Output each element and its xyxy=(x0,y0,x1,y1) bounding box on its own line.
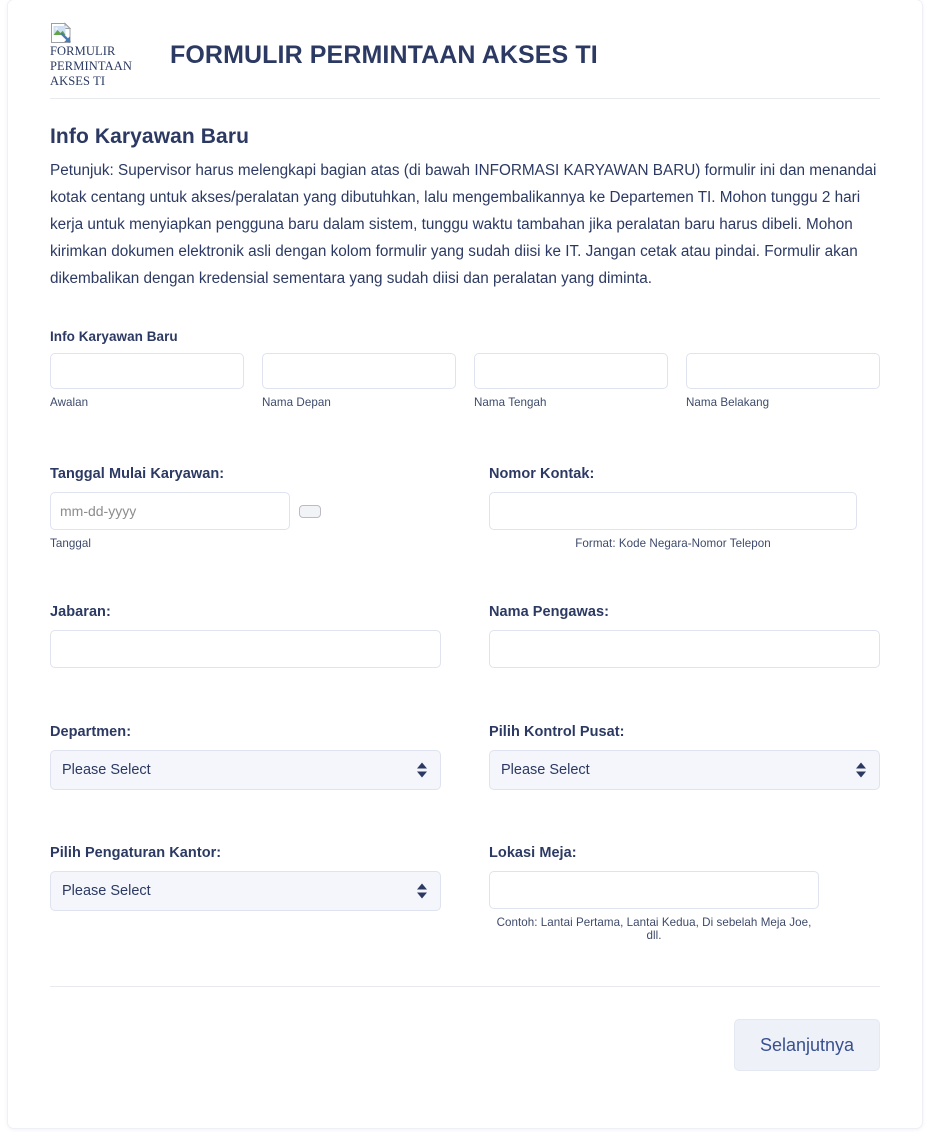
desk-location-sub-label: Contoh: Lantai Pertama, Lantai Kedua, Di sebelah Meja Joe, dll. xyxy=(496,916,812,942)
start-date-control xyxy=(50,492,441,530)
office-setting-label: Pilih Pengaturan Kantor: xyxy=(50,845,222,861)
name-fields-row xyxy=(50,353,880,409)
form-card xyxy=(8,0,922,1128)
desk-location-input[interactable] xyxy=(489,871,819,909)
middle-name-input[interactable] xyxy=(474,353,668,389)
desk-location-label: Lokasi Meja: xyxy=(489,845,577,861)
cost-center-field-group xyxy=(489,724,880,790)
department-costcenter-row xyxy=(50,668,880,790)
contact-field-group xyxy=(489,466,880,550)
contact-label: Nomor Kontak: xyxy=(489,466,595,482)
middle-name-sub-label: Nama Tengah xyxy=(474,396,547,409)
start-date-input[interactable] xyxy=(50,492,290,530)
start-date-sub-label: Tanggal xyxy=(50,537,91,550)
contact-input[interactable] xyxy=(489,492,857,530)
job-supervisor-row xyxy=(50,550,880,668)
job-label: Jabaran: xyxy=(50,604,111,620)
supervisor-label: Nama Pengawas: xyxy=(489,604,609,620)
broken-image-alt-text: FORMULIR PERMINTAAN AKSES TI xyxy=(50,44,132,88)
desk-location-field-group xyxy=(489,845,880,942)
chevron-updown-icon[interactable] xyxy=(856,763,866,778)
middle-name-field-group xyxy=(474,353,668,409)
prefix-field-group xyxy=(50,353,244,409)
office-desk-row xyxy=(50,790,880,942)
office-setting-select[interactable] xyxy=(50,871,441,911)
first-name-sub-label: Nama Depan xyxy=(262,396,331,409)
last-name-sub-label: Nama Belakang xyxy=(686,396,770,409)
next-button[interactable]: Selanjutnya xyxy=(734,1019,880,1071)
department-selected-value: Please Select xyxy=(62,762,151,778)
cost-center-select[interactable] xyxy=(489,750,880,790)
last-name-input[interactable] xyxy=(686,353,880,389)
first-name-input[interactable] xyxy=(262,353,456,389)
job-field-group xyxy=(50,604,441,668)
footer-actions xyxy=(50,987,880,1111)
last-name-field-group xyxy=(686,353,880,409)
department-label: Departmen: xyxy=(50,724,132,740)
start-date-field-group xyxy=(50,466,441,550)
department-field-group xyxy=(50,724,441,790)
page-title: FORMULIR PERMINTAAN AKSES TI xyxy=(170,41,598,69)
intro-text: Petunjuk: Supervisor harus melengkapi bagian atas (di bawah INFORMASI KARYAWAN BARU) formulir ini dan menandai kotak centang untuk akses/peralatan yang dibutuhkan, lalu mengembalikannya ke Departemen TI. Mohon tunggu 2 hari kerja untuk menyiapkan pengguna baru dalam sistem, tunggu waktu tambahan jika peralatan baru harus dibeli. Mohon kirimkan dokumen elektronik asli dengan kolom formulir yang sudah diisi ke IT. Jangan cetak atau pindai. Formulir akan dikembalikan dengan kredensial sementara yang sudah diisi dan peralatan yang diminta. xyxy=(50,162,877,287)
date-contact-row xyxy=(50,409,880,550)
intro-block xyxy=(50,99,880,292)
job-input[interactable] xyxy=(50,630,441,668)
office-setting-selected-value: Please Select xyxy=(62,883,151,899)
broken-image-placeholder xyxy=(50,22,150,89)
chevron-updown-icon[interactable] xyxy=(417,884,427,899)
prefix-input[interactable] xyxy=(50,353,244,389)
cost-center-label: Pilih Kontrol Pusat: xyxy=(489,724,625,740)
intro-heading: Info Karyawan Baru xyxy=(50,125,250,148)
form-header xyxy=(50,0,880,99)
name-section-label: Info Karyawan Baru xyxy=(50,329,178,344)
cost-center-selected-value: Please Select xyxy=(501,762,590,778)
supervisor-input[interactable] xyxy=(489,630,880,668)
supervisor-field-group xyxy=(489,604,880,668)
first-name-field-group xyxy=(262,353,456,409)
calendar-icon[interactable] xyxy=(299,505,321,518)
name-section xyxy=(50,292,880,409)
broken-image-icon xyxy=(50,22,72,44)
department-select[interactable] xyxy=(50,750,441,790)
start-date-label: Tanggal Mulai Karyawan: xyxy=(50,466,225,482)
contact-sub-label: Format: Kode Negara-Nomor Telepon xyxy=(575,537,771,550)
prefix-sub-label: Awalan xyxy=(50,396,89,409)
chevron-updown-icon[interactable] xyxy=(417,763,427,778)
office-setting-field-group xyxy=(50,845,441,942)
